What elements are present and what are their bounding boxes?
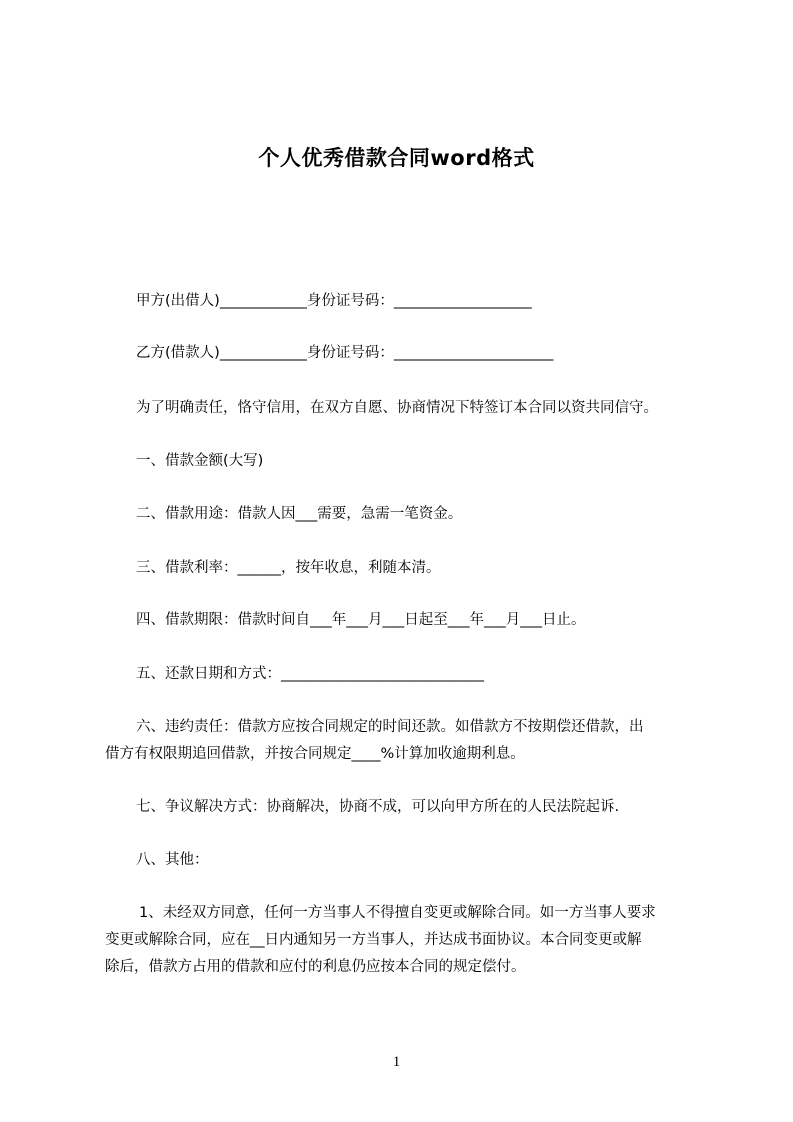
party-b-line: 乙方(借款人)____________身份证号码：______________________ (136, 345, 554, 361)
clause-6-line-1: 六、违约责任：借款方应按合同规定的时间还款。如借款方不按期偿还借款，出 (136, 719, 644, 735)
clause-4-term: 四、借款期限：借款时间自___年___月___日起至___年___月___日止。 (136, 612, 586, 628)
clause-1-amount: 一、借款金额(大写) (136, 453, 264, 469)
clause-3-interest: 三、借款利率：______，按年收息，利随本清。 (136, 560, 441, 576)
clause-8-1-line-1: 1、未经双方同意，任何一方当事人不得擅自变更或解除合同。如一方当事人要求 (139, 905, 656, 921)
clause-2-purpose: 二、借款用途：借款人因___需要，急需一笔资金。 (136, 506, 463, 522)
document-title: 个人优秀借款合同word格式 (258, 146, 535, 170)
party-a-line: 甲方(出借人)____________身份证号码：___________________ (136, 293, 532, 309)
clause-8-item-1 (105, 900, 715, 981)
clause-7-dispute: 七、争议解决方式：协商解决，协商不成，可以向甲方所在的人民法院起诉. (136, 799, 620, 815)
clause-5-repayment: 五、还款日期和方式：____________________________ (136, 666, 484, 682)
preamble: 为了明确责任，恪守信用，在双方自愿、协商情况下特签订本合同以资共同信守。 (136, 400, 658, 416)
clause-6-breach (105, 714, 715, 768)
clause-8-1-line-2: 变更或解除合同，应在__日内通知另一方当事人，并达成书面协议。本合同变更或解 (105, 932, 642, 948)
clause-8-other: 八、其他： (136, 852, 209, 868)
clause-6-line-2: 借方有权限期追回借款，并按合同规定____%计算加收逾期利息。 (105, 746, 525, 762)
page-number: 1 (392, 1054, 401, 1070)
clause-8-1-line-3: 除后，借款方占用的借款和应付的利息仍应按本合同的规定偿付。 (105, 959, 526, 975)
